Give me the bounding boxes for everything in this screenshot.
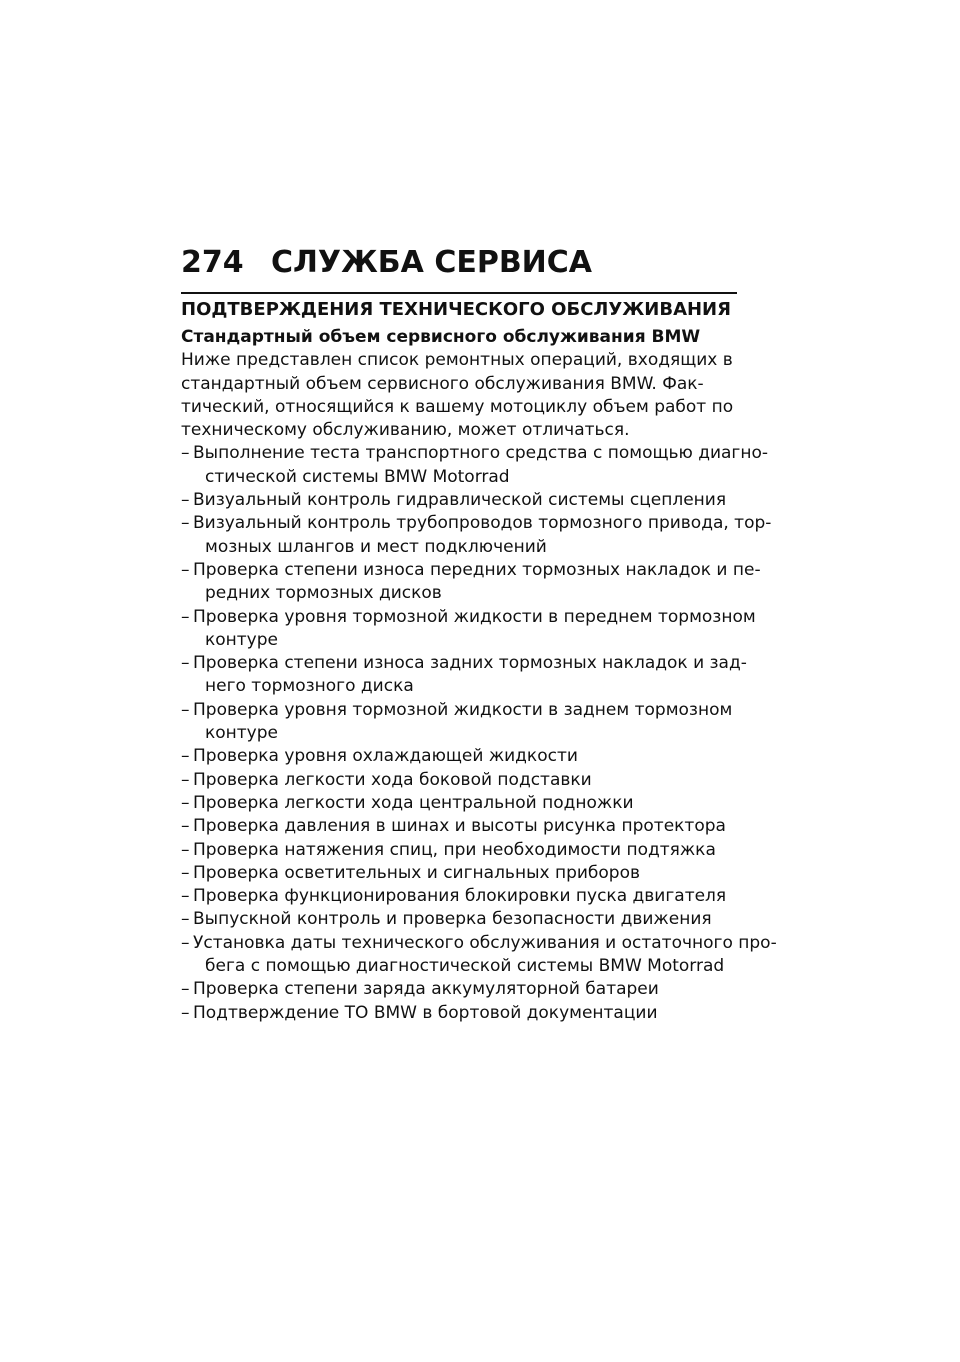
dash-bullet: – <box>181 886 190 907</box>
list-item-line: Проверка степени износа задних тормозных накладок и зад- <box>193 653 747 674</box>
intro-line: тический, относящийся к вашему мотоциклу объем работ по <box>181 396 734 417</box>
page-content <box>181 326 777 1025</box>
list-item <box>181 489 741 512</box>
list-item <box>181 606 756 653</box>
dash-bullet: – <box>181 769 190 790</box>
page-header <box>181 243 741 283</box>
list-item-line: него тормозного диска <box>205 676 414 697</box>
header-rule <box>181 292 737 294</box>
list-item-line: мозных шлангов и мест подключений <box>205 536 547 557</box>
dash-bullet: – <box>181 699 190 720</box>
list-item <box>181 769 741 792</box>
list-item-line: Проверка степени износа передних тормозных накладок и пе- <box>193 559 761 580</box>
subheading: Стандартный объем сервисного обслуживания BMW <box>181 327 701 347</box>
list-item-line: Выполнение теста транспортного средства с помощью диагно- <box>193 443 769 464</box>
list-item <box>181 1002 741 1025</box>
list-item <box>181 442 769 489</box>
list-item-line: Проверка уровня охлаждающей жидкости <box>193 746 578 767</box>
list-item-line: Проверка легкости хода центральной подножки <box>193 792 634 813</box>
intro-line: техническому обслуживанию, может отличаться. <box>181 420 630 441</box>
dash-bullet: – <box>181 559 190 580</box>
dash-bullet: – <box>181 909 190 930</box>
section-heading: ПОДТВЕРЖДЕНИЯ ТЕХНИЧЕСКОГО ОБСЛУЖИВАНИЯ <box>181 299 731 320</box>
dash-bullet: – <box>181 839 190 860</box>
list-item-line: Проверка уровня тормозной жидкости в заднем тормозном <box>193 699 733 720</box>
list-item-line: Визуальный контроль гидравлической системы сцепления <box>193 490 727 511</box>
dash-bullet: – <box>181 1002 190 1023</box>
list-item <box>181 932 777 979</box>
dash-bullet: – <box>181 746 190 767</box>
dash-bullet: – <box>181 932 190 953</box>
intro-paragraph <box>181 349 741 442</box>
list-item <box>181 745 741 768</box>
dash-bullet: – <box>181 792 190 813</box>
dash-bullet: – <box>181 979 190 1000</box>
list-item <box>181 792 741 815</box>
list-item-line: Визуальный контроль трубопроводов тормозного привода, тор- <box>193 513 772 534</box>
list-item-line: Подтверждение ТО BMW в бортовой документации <box>193 1002 658 1023</box>
list-item <box>181 862 741 885</box>
list-item-line: Проверка натяжения спиц, при необходимости подтяжка <box>193 839 716 860</box>
list-item <box>181 908 741 931</box>
list-item-line: контуре <box>205 629 278 650</box>
maintenance-list <box>181 442 777 1024</box>
list-item-line: Проверка легкости хода боковой подставки <box>193 769 592 790</box>
list-item-line: бега с помощью диагностической системы BMW Motorrad <box>205 956 725 977</box>
list-item-line: редних тормозных дисков <box>205 583 442 604</box>
list-item <box>181 699 741 746</box>
list-item-line: Проверка уровня тормозной жидкости в переднем тормозном <box>193 606 756 627</box>
page-number: 274 <box>181 245 244 280</box>
intro-line: Ниже представлен список ремонтных операций, входящих в <box>181 350 733 371</box>
list-item-line: Выпускной контроль и проверка безопасности движения <box>193 909 712 930</box>
dash-bullet: – <box>181 513 190 534</box>
dash-bullet: – <box>181 606 190 627</box>
dash-bullet: – <box>181 816 190 837</box>
list-item-line: Проверка осветительных и сигнальных приборов <box>193 862 641 883</box>
list-item <box>181 815 741 838</box>
dash-bullet: – <box>181 490 190 511</box>
list-item-line: Проверка степени заряда аккумуляторной батареи <box>193 979 659 1000</box>
list-item-line: Проверка давления в шинах и высоты рисунка протектора <box>193 816 726 837</box>
list-item-line: Установка даты технического обслуживания и остаточного про- <box>193 932 777 953</box>
list-item <box>181 839 741 862</box>
dash-bullet: – <box>181 862 190 883</box>
dash-bullet: – <box>181 443 190 464</box>
list-item <box>181 652 747 699</box>
list-item <box>181 512 772 559</box>
list-item-line: стической системы BMW Motorrad <box>205 466 510 487</box>
list-item <box>181 559 761 606</box>
list-item-line: контуре <box>205 723 278 744</box>
list-item <box>181 885 741 908</box>
dash-bullet: – <box>181 653 190 674</box>
chapter-title: СЛУЖБА СЕРВИСА <box>271 245 593 280</box>
list-item <box>181 978 741 1001</box>
intro-line: стандартный объем сервисного обслуживания BMW. Фак- <box>181 373 704 394</box>
list-item-line: Проверка функционирования блокировки пуска двигателя <box>193 886 727 907</box>
